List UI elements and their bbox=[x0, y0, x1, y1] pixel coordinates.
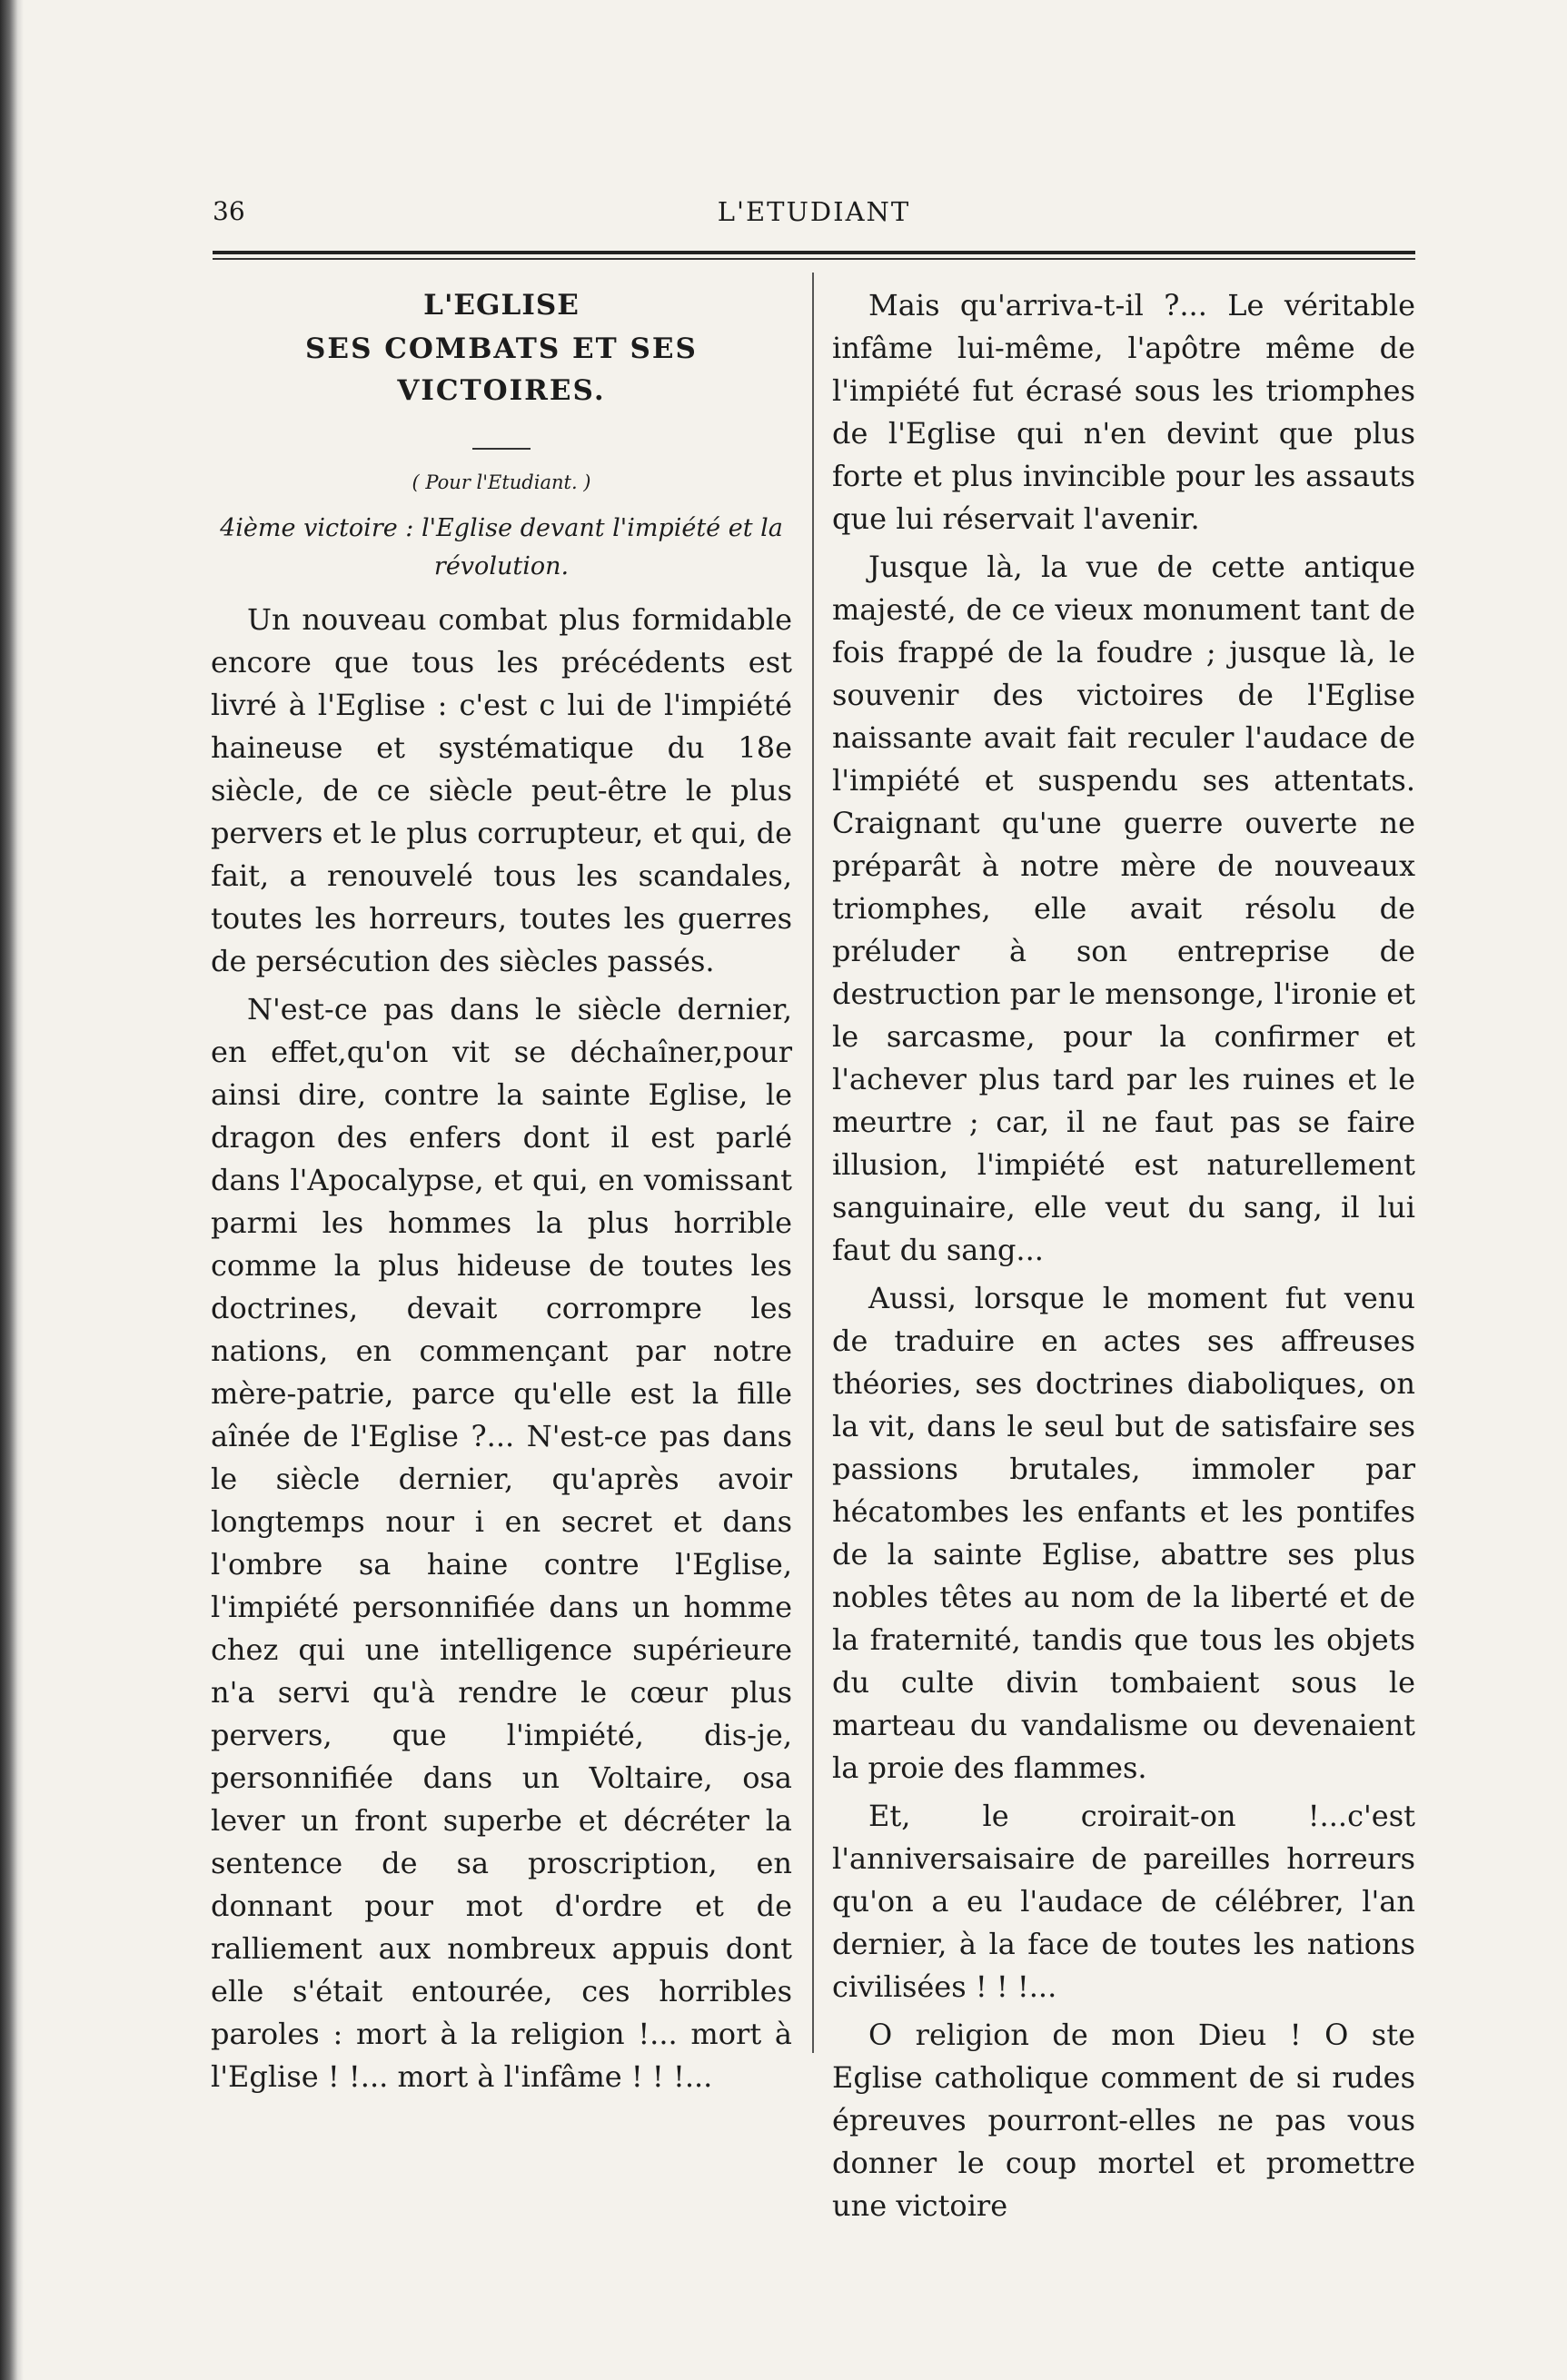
paragraph: Jusque là, la vue de cette antique majesté, de ce vieux monument tant de fois frappé de la foudre ; jusque là, le souvenir des victoires de l'Eglise naissante avait fait reculer l'audace de l'impiété et suspendu ses attentats. Craignant qu'une guerre ouverte ne préparât à notre mère de nouveaux triomphes, elle avait résolu de préluder à son entreprise de destruction par le mensonge, l'ironie et le sarcasme, pour la confirmer et l'achever plus tard par les ruines et le meurtre ; car, il ne faut pas se faire illusion, l'impiété est naturellement sanguinaire, elle veut du sang, il lui faut du sang... bbox=[832, 550, 1415, 1267]
byline: ( Pour l'Etudiant. ) bbox=[412, 471, 591, 493]
running-head bbox=[213, 196, 1415, 233]
title-separator-rule bbox=[472, 448, 531, 450]
column-divider bbox=[812, 273, 814, 2053]
paragraph: Et, le croirait-on !...c'est l'anniversaisaire de pareilles horreurs qu'on a eu l'audace de célébrer, l'an dernier, à la face de toutes les nations civilisées ! ! !... bbox=[832, 1799, 1415, 2004]
left-column bbox=[211, 284, 792, 2104]
article-subtitle: SES COMBATS ET SES VICTOIRES. bbox=[305, 332, 698, 407]
paragraph: Mais qu'arriva-t-il ?... Le véritable infâme lui-même, l'apôtre même de l'impiété fut écrasé sous les triomphes de l'Eglise qui n'en devint que plus forte et plus invincible pour les assauts que lui réservait l'avenir. bbox=[832, 288, 1415, 536]
article-title: L'EGLISE bbox=[423, 289, 580, 322]
page-number: 36 bbox=[213, 196, 245, 226]
paragraph: N'est-ce pas dans le siècle dernier, en effet,qu'on vit se déchaîner,pour ainsi dire, contre la sainte Eglise, le dragon des enfers dont il est parlé dans l'Apocalypse, et qui, en vomissant parmi les hommes la plus horrible comme la plus hideuse de toutes les doctrines, devait corrompre les nations, en commençant par notre mère-patrie, parce qu'elle est la fille aînée de l'Eglise ?... N'est-ce pas dans le siècle dernier, qu'après avoir longtemps nour i en secret et dans l'ombre sa haine contre l'Eglise, l'impiété personnifiée dans un homme chez qui une intelligence supérieure n'a servi qu'à rendre le cœur plus pervers, que l'impiété, dis-je, personnifiée dans un Voltaire, osa lever un front superbe et décréter la sentence de sa proscription, en donnant pour mot d'ordre et de ralliement aux nombreux appuis dont elle s'était entourée, ces horribles paroles : mort à la religion !... mort à l'Eglise ! !... mort à l'infâme ! ! !... bbox=[211, 992, 792, 2094]
header-rule-thin bbox=[213, 258, 1415, 260]
paragraph: Aussi, lorsque le moment fut venu de traduire en actes ses affreuses théories, ses doctrines diaboliques, on la vit, dans le seul but de satisfaire ses passions brutales, immoler par hécatombes les enfants et les pontifes de la sainte Eglise, abattre ses plus nobles têtes au nom de la liberté et de la fraternité, tandis que tous les objets du culte divin tombaient sous le marteau du vandalisme ou devenaient la proie des flammes. bbox=[832, 1281, 1415, 1785]
paragraph: O religion de mon Dieu ! O ste Eglise catholique comment de si rudes épreuves pourront-elles ne pas vous donner le coup mortel et promettre une victoire bbox=[832, 2018, 1415, 2223]
paragraph: Un nouveau combat plus formidable encore que tous les précédents est livré à l'Eglise : c'est c lui de l'impiété haineuse et systématique du 18e siècle, de ce siècle peut-être le plus pervers et le plus corrupteur, et qui, de fait, a renouvelé tous les scandales, toutes les horreurs, toutes les guerres de persécution des siècles passés. bbox=[211, 602, 792, 978]
header-rule-thick bbox=[213, 251, 1415, 254]
binding-edge-shadow bbox=[0, 0, 24, 2380]
right-column bbox=[832, 284, 1415, 2233]
running-title: L'ETUDIANT bbox=[717, 196, 911, 227]
section-heading: 4ième victoire : l'Eglise devant l'impiété et la révolution. bbox=[220, 514, 783, 580]
